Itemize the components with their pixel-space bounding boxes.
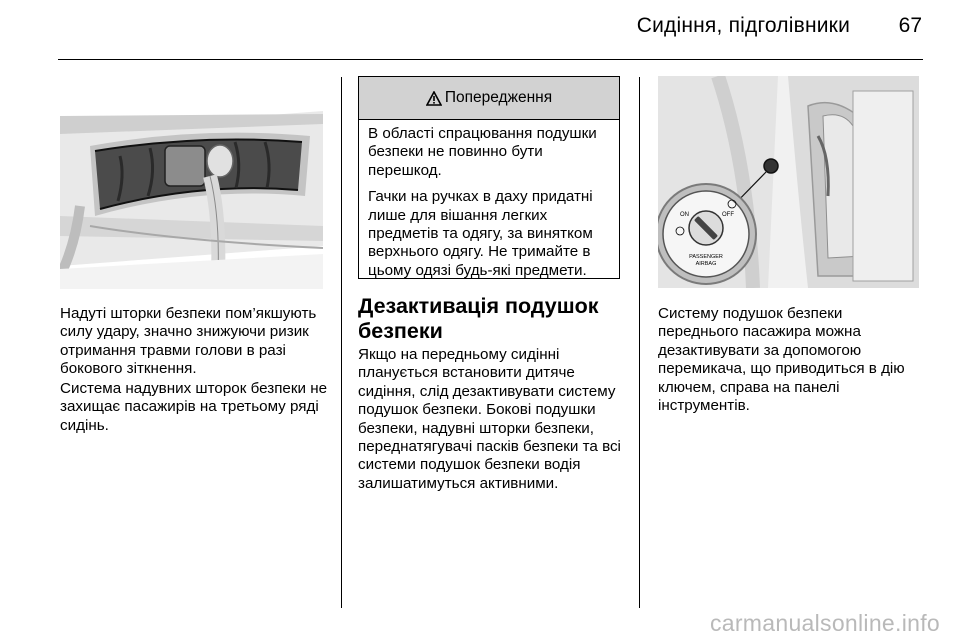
column-divider-left: [341, 77, 342, 608]
warning-box: [358, 76, 620, 279]
header-rule: [58, 59, 923, 60]
warning-paragraph-1: В області спрацювання подушки безпеки не повинно бути перешкод.: [368, 125, 597, 179]
switch-on-label: ON: [680, 212, 689, 218]
switch-off-label: OFF: [722, 212, 734, 218]
warning-header: [359, 77, 619, 120]
page-title: Сидіння, підголівники: [636, 14, 850, 37]
curtain-airbag-illustration: [60, 76, 323, 289]
paragraph-switch-description: Систему подушок безпеки переднього пасажира можна дезактивувати за допомогою перемикача, що приводиться в дію ключем, справа на панелі інструментів.: [658, 305, 905, 415]
switch-airbag-label: AIRBAG: [695, 261, 717, 267]
switch-passenger-label: PASSENGER: [689, 254, 723, 260]
warning-title: Попередження: [444, 89, 553, 106]
curtain-airbag-drawing: [60, 76, 323, 289]
section-heading: Дезактивація подушок безпеки: [358, 294, 599, 343]
column-divider-right: [639, 77, 640, 608]
paragraph-curtain-effect: Надуті шторки безпеки пом’якшують силу удару, значно знижуючи ризик отримання травми голови в разі бокового зіткнення.: [60, 305, 317, 378]
warning-paragraph-2: Гачки на ручках в даху придатні лише для вішання легких предметів та одягу, за винятком верхнього одягу. Не тримайте в цьому одязі будь-які предмети.: [368, 188, 593, 279]
airbag-switch-drawing: [658, 76, 919, 288]
warning-triangle-icon: [426, 91, 442, 106]
airbag-switch-illustration: [658, 76, 919, 288]
watermark: carmanualsonline.info: [709, 610, 940, 636]
page-number: 67: [898, 14, 922, 37]
paragraph-deactivation: Якщо на передньому сидінні планується встановити дитяче сидіння, слід дезактивувати систему подушок безпеки. Бокові подушки безпеки, надувні шторки безпеки, переднатягувачі пасків безпеки та всі системи подушок безпеки водія залишатимуться активними.: [358, 346, 621, 492]
paragraph-third-row: Система надувних шторок безпеки не захищає пасажирів на третьому ряді сидінь.: [60, 380, 328, 434]
warning-body: [359, 120, 619, 280]
